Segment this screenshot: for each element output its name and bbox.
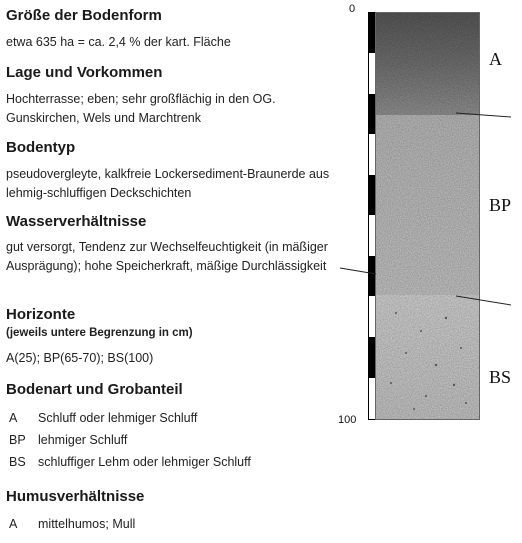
heading-humus: Humusverhältnisse bbox=[6, 488, 145, 505]
bodenart-row bbox=[6, 411, 197, 425]
bodenart-desc: lehmiger Schluff bbox=[38, 433, 128, 447]
horizon-code: A bbox=[9, 411, 18, 425]
scale-top-label: 0 bbox=[349, 3, 356, 15]
soil-profile-figure bbox=[336, 0, 522, 543]
subheading-horizonte: (jeweils untere Begrenzung in cm) bbox=[6, 327, 193, 339]
heading-wasser: Wasserverhältnisse bbox=[6, 213, 147, 230]
humus-desc: mittelhumos; Mull bbox=[38, 517, 136, 531]
text-horizonte: A(25); BP(65-70); BS(100) bbox=[6, 351, 154, 365]
heading-bodenart: Bodenart und Grobanteil bbox=[6, 381, 183, 398]
text-lage: Hochterrasse; eben; sehr großflächig in den OG. Gunskirchen, Wels und Marchtrenk bbox=[6, 92, 276, 125]
horizon-code: A bbox=[9, 517, 18, 531]
horizon-label-a: A bbox=[489, 49, 502, 69]
heading-horizonte: Horizonte bbox=[6, 306, 76, 323]
heading-lage: Lage und Vorkommen bbox=[6, 64, 163, 81]
bodenart-desc: schluffiger Lehm oder lehmiger Schluff bbox=[38, 455, 251, 469]
horizon-label-bp: BP bbox=[489, 195, 512, 215]
horizon-code: BP bbox=[9, 433, 26, 447]
horizon-code: BS bbox=[9, 455, 26, 469]
heading-bodentyp: Bodentyp bbox=[6, 139, 76, 156]
horizon-boundary-lines bbox=[336, 0, 522, 543]
bodenart-desc: Schluff oder lehmiger Schluff bbox=[38, 411, 198, 425]
heading-groesse: Größe der Bodenform bbox=[6, 7, 162, 24]
text-bodentyp: pseudovergleyte, kalkfreie Lockersediment-Braunerde aus lehmig-schluffigen Deckschichten bbox=[6, 167, 330, 200]
text-groesse: etwa 635 ha = ca. 2,4 % der kart. Fläche bbox=[6, 35, 231, 49]
scale-bottom-label: 100 bbox=[338, 414, 357, 426]
bodenart-row bbox=[6, 433, 127, 447]
text-wasser: gut versorgt, Tendenz zur Wechselfeuchtigkeit (in mäßiger Ausprägung); hohe Speicherkraft, mäßige Durchlässigkeit bbox=[6, 240, 328, 273]
humus-row bbox=[6, 517, 135, 531]
horizon-label-bs: BS bbox=[489, 367, 512, 387]
bodenart-row bbox=[6, 455, 251, 469]
